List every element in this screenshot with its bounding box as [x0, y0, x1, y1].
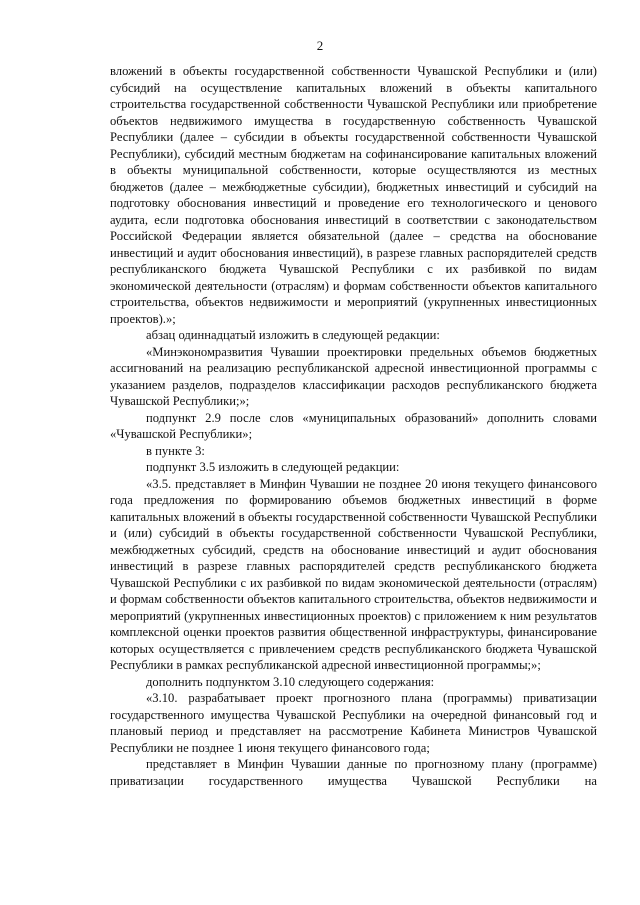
document-body [110, 63, 597, 789]
paragraph-minfin-data: представляет в Минфин Чувашии данные по прогнозному плану (программе) приватизации государственного имущества Чувашской Республики на [110, 757, 597, 788]
page-number: 2 [316, 38, 324, 53]
paragraph-quote-3-5: «3.5. представляет в Минфин Чувашии не позднее 20 июня текущего финансового года предложения по формированию объемов бюджетных инвестиций в форме капитальных вложений в объекты государственной собственности Чувашской Республики и (или) субсидий в объекты государственной собственности Чувашской Республики, межбюджетных субсидий, средств на обоснование инвестиций и аудит обоснования инвестиций в разрезе главных распорядителей средств республиканского бюджета Чувашской Республики с их разбивкой по видам экономической деятельности (отраслям) и формам собственности объектов капитального строительства, объектов недвижимости и мероприятий (укрупненных инвестиционных проектов) с приложением к ним результатов комплексной оценки проектов развития общественной инфраструктуры, финансирование которых осуществляется с привлечением средств республиканского бюджета Чувашской Республики в рамках республиканской адресной инвестиционной программы;»; [110, 476, 597, 672]
paragraph-point-3: в пункте 3: [146, 443, 205, 458]
paragraph-quote-3-10: «3.10. разрабатывает проект прогнозного плана (программы) приватизации государственного имущества Чувашской Республики на очередной финансовый год и плановый период и представляет на рассмотрение Кабинета Министров Чувашской Республики не позднее 1 июня текущего финансового года; [110, 691, 597, 755]
paragraph-quote-minekonomrazvitiya: «Минэкономразвития Чувашии проектировки предельных объемов бюджетных ассигнований на реализацию республиканской адресной инвестиционной программы с указанием разделов, подразделов классификации расходов республиканского бюджета Чувашской Республики;»; [110, 344, 597, 408]
paragraph-subpoint-3-5-intro: подпункт 3.5 изложить в следующей редакции: [146, 460, 400, 474]
paragraph-amendment-eleventh: абзац одиннадцатый изложить в следующей редакции: [146, 328, 440, 342]
paragraph-subpoint-3-10-intro: дополнить подпунктом 3.10 следующего содержания: [146, 674, 435, 689]
paragraph-continuation: вложений в объекты государственной собственности Чувашской Республики и (или) субсидий на осуществление капитальных вложений в объекты капитального строительства государственной собственности Чувашской Республики или приобретение объектов недвижимого имущества в государственную собственность Чувашской Республики (далее – субсидии в объекты государственной собственности Чувашской Республики), субсидий местным бюджетам на софинансирование капитальных вложений в объекты муниципальной собственности, которые осуществляются из местных бюджетов (далее – межбюджетные субсидии), бюджетных инвестиций и субсидий на подготовку обоснования инвестиций и проведение его технологического и ценового аудита, если подготовка обоснования инвестиций в соответствии с законодательством Российской Федерации является обязательной (далее – средства на обоснование инвестиций и аудит обоснования инвестиций), в разрезе главных распорядителей средств республиканского бюджета Чувашской Республики с их разбивкой по видам экономической деятельности (отраслям) и формам собственности объектов капитального строительства, объектов недвижимости и мероприятий (укрупненных инвестиционных проектов).»; [110, 64, 597, 326]
paragraph-subpoint-2-9: подпункт 2.9 после слов «муниципальных образований» дополнить словами «Чувашской Республики»; [110, 410, 597, 441]
